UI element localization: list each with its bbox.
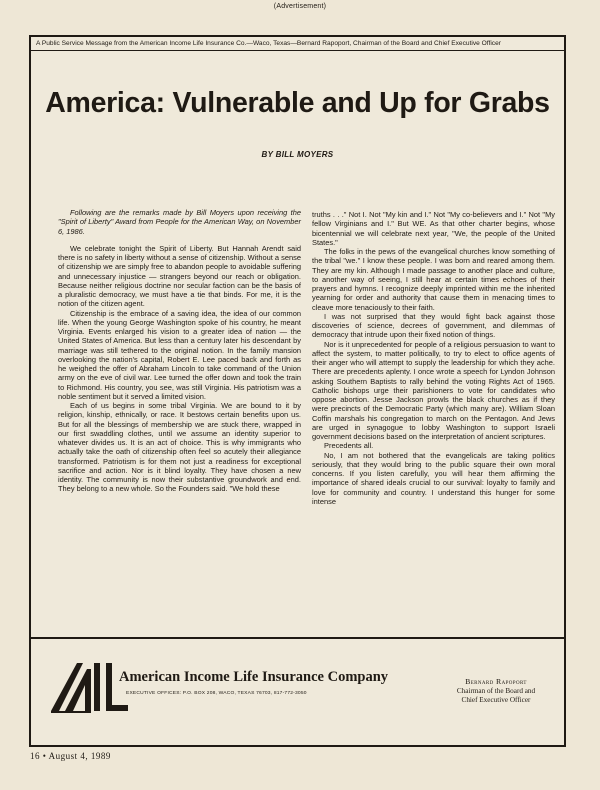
signer-block — [436, 677, 556, 706]
page-folio: 16 • August 4, 1989 — [30, 751, 111, 761]
company-name: American Income Life Insurance Company — [119, 669, 389, 685]
body-paragraph: We celebrate tonight the Spirit of Liberty. But Hannah Arendt said there is no safety in liberty without a sense of citizenship. Without a sense of citizenship we are simply free to abandon people to avoidable suffering and unnecessary injustice — strangers beyond our reach or obligation. Because neither religious doctrine nor secular faction can be the basis of a pluralistic democracy, we must have a tie that binds. For me, it is the notion of the citizen agent. — [58, 243, 301, 309]
advertisement-frame — [29, 35, 566, 747]
public-service-message: A Public Service Message from the American Income Life Insurance Co.—Waco, Texas—Bernard Rapoport, Chairman of the Board and Chief Executive Officer — [31, 37, 564, 51]
body-paragraph: Precedents all. — [324, 441, 374, 451]
body-paragraph: I was not surprised that they would fight back against those discoveries of science, decrees of government, and dilemmas of democracy that intrude upon their fixed notion of things. — [312, 311, 555, 340]
byline: BY BILL MOYERS — [261, 150, 334, 159]
headline: America: Vulnerable and Up for Grabs — [45, 87, 550, 119]
body-paragraph: Nor is it unprecedented for people of a religious persuasion to want to affect the system, to matter politically, to try to elect to office agents of their anger who will attempt to supply the leadership for which they ache. There are precedents aplenty. I once wrote a speech for Lyndon Johnson asking Southern Baptists to rally behind the voting Rights Act of 1965. Catholic bishops urge their parishioners to vote for candidates who oppose abortion. Jesse Jackson prowls the black churches as if they were precincts of the Democratic Party (which many are). William Sloan Coffin marshals his congregation to march on the Pentagon. And Jews are urged in synagogue to lobby Washington to support Israeli government decisions based on the interpretation of ancient scriptures. — [312, 339, 555, 441]
right-column — [312, 210, 555, 506]
signer-title-line-1: Chairman of the Board and — [456, 686, 536, 695]
signer-name: Bernard Rapoport — [465, 677, 527, 686]
body-paragraph: Each of us begins in some tribal Virginia. We are bound to it by religion, kinship, ethnically, or race. It bestows certain benefits upon us. But for all the blessings of membership we are stuck there, wrapped in our first swaddling clothes, until we assume an identity superior to whatever divides us. It is an act of choice. This is why immigrants who actually take the oath of citizenship often feel so acutely their allegiance transformed. Patriotism is for them not just a readiness for exceptional sacrifice and action. Nor is it blind loyalty. They have chosen a new identity. The community is now their substantive groundwork and end. They belong to a new whole. So the Founders said. "We hold these — [58, 401, 301, 494]
body-paragraph: No, I am not bothered that the evangelicals are taking politics seriously, that they would bring to the public square their own moral concerns. If you listen carefully, you will hear them affirming the importance of shared ideals crucial to our survival: loyalty to family and love for community and country. I understand this hunger for some intense — [312, 450, 555, 506]
advertisement-tag: (Advertisement) — [273, 3, 327, 10]
body-paragraph: Citizenship is the embrace of a saving idea, the idea of our common life. When the young George Washington spoke of his country, he meant Virginia. Events enlarged his vision to a greater idea of nation — the United States of America. But less than a century later his descendant by marriage was still tethered to the original notion. In the family mansion overlooking the nation's capital, Robert E. Lee paced back and forth as he weighed the offer of Abraham Lincoln to take command of the Union army on the eve of civil war. Lee turned the offer down and took the train to Richmond. His country, you see, was still Virginia. His patriotism was a noble sentiment but it served a limited vision. — [58, 308, 301, 401]
body-paragraph: truths . . ." Not I. Not "My kin and I." Not "My co-believers and I." Not "My fellow Virginians and I." But WE. As that other charter begins, whose bicentennial we will celebrate next year, "We, the people of the United States." — [312, 210, 555, 247]
company-logo-icon — [51, 659, 131, 715]
intro-paragraph: Following are the remarks made by Bill Moyers upon receiving the "Spirit of Liberty" Award from People for the American Way, on November 6, 1986. — [58, 208, 301, 236]
sponsor-footer — [31, 637, 564, 749]
left-column — [58, 208, 301, 494]
executive-offices: EXECUTIVE OFFICES: P.O. BOX 208, WACO, TEXAS 76703, 817-772-3050 — [126, 691, 307, 696]
signer-title-line-2: Chief Executive Officer — [461, 696, 531, 704]
body-paragraph: The folks in the pews of the evangelical churches know something of the tribal "we." I know these people. I was born and reared among them. They are my kin. Although I made passage to another place and culture, to another way of seeing, I still hear at certain times echoes of their prayers and hymns. I recognize deeply imprinted within me the inherited yearning for order and authority that cause them in menacing times to cleave more tenaciously to their faith. — [312, 247, 555, 312]
